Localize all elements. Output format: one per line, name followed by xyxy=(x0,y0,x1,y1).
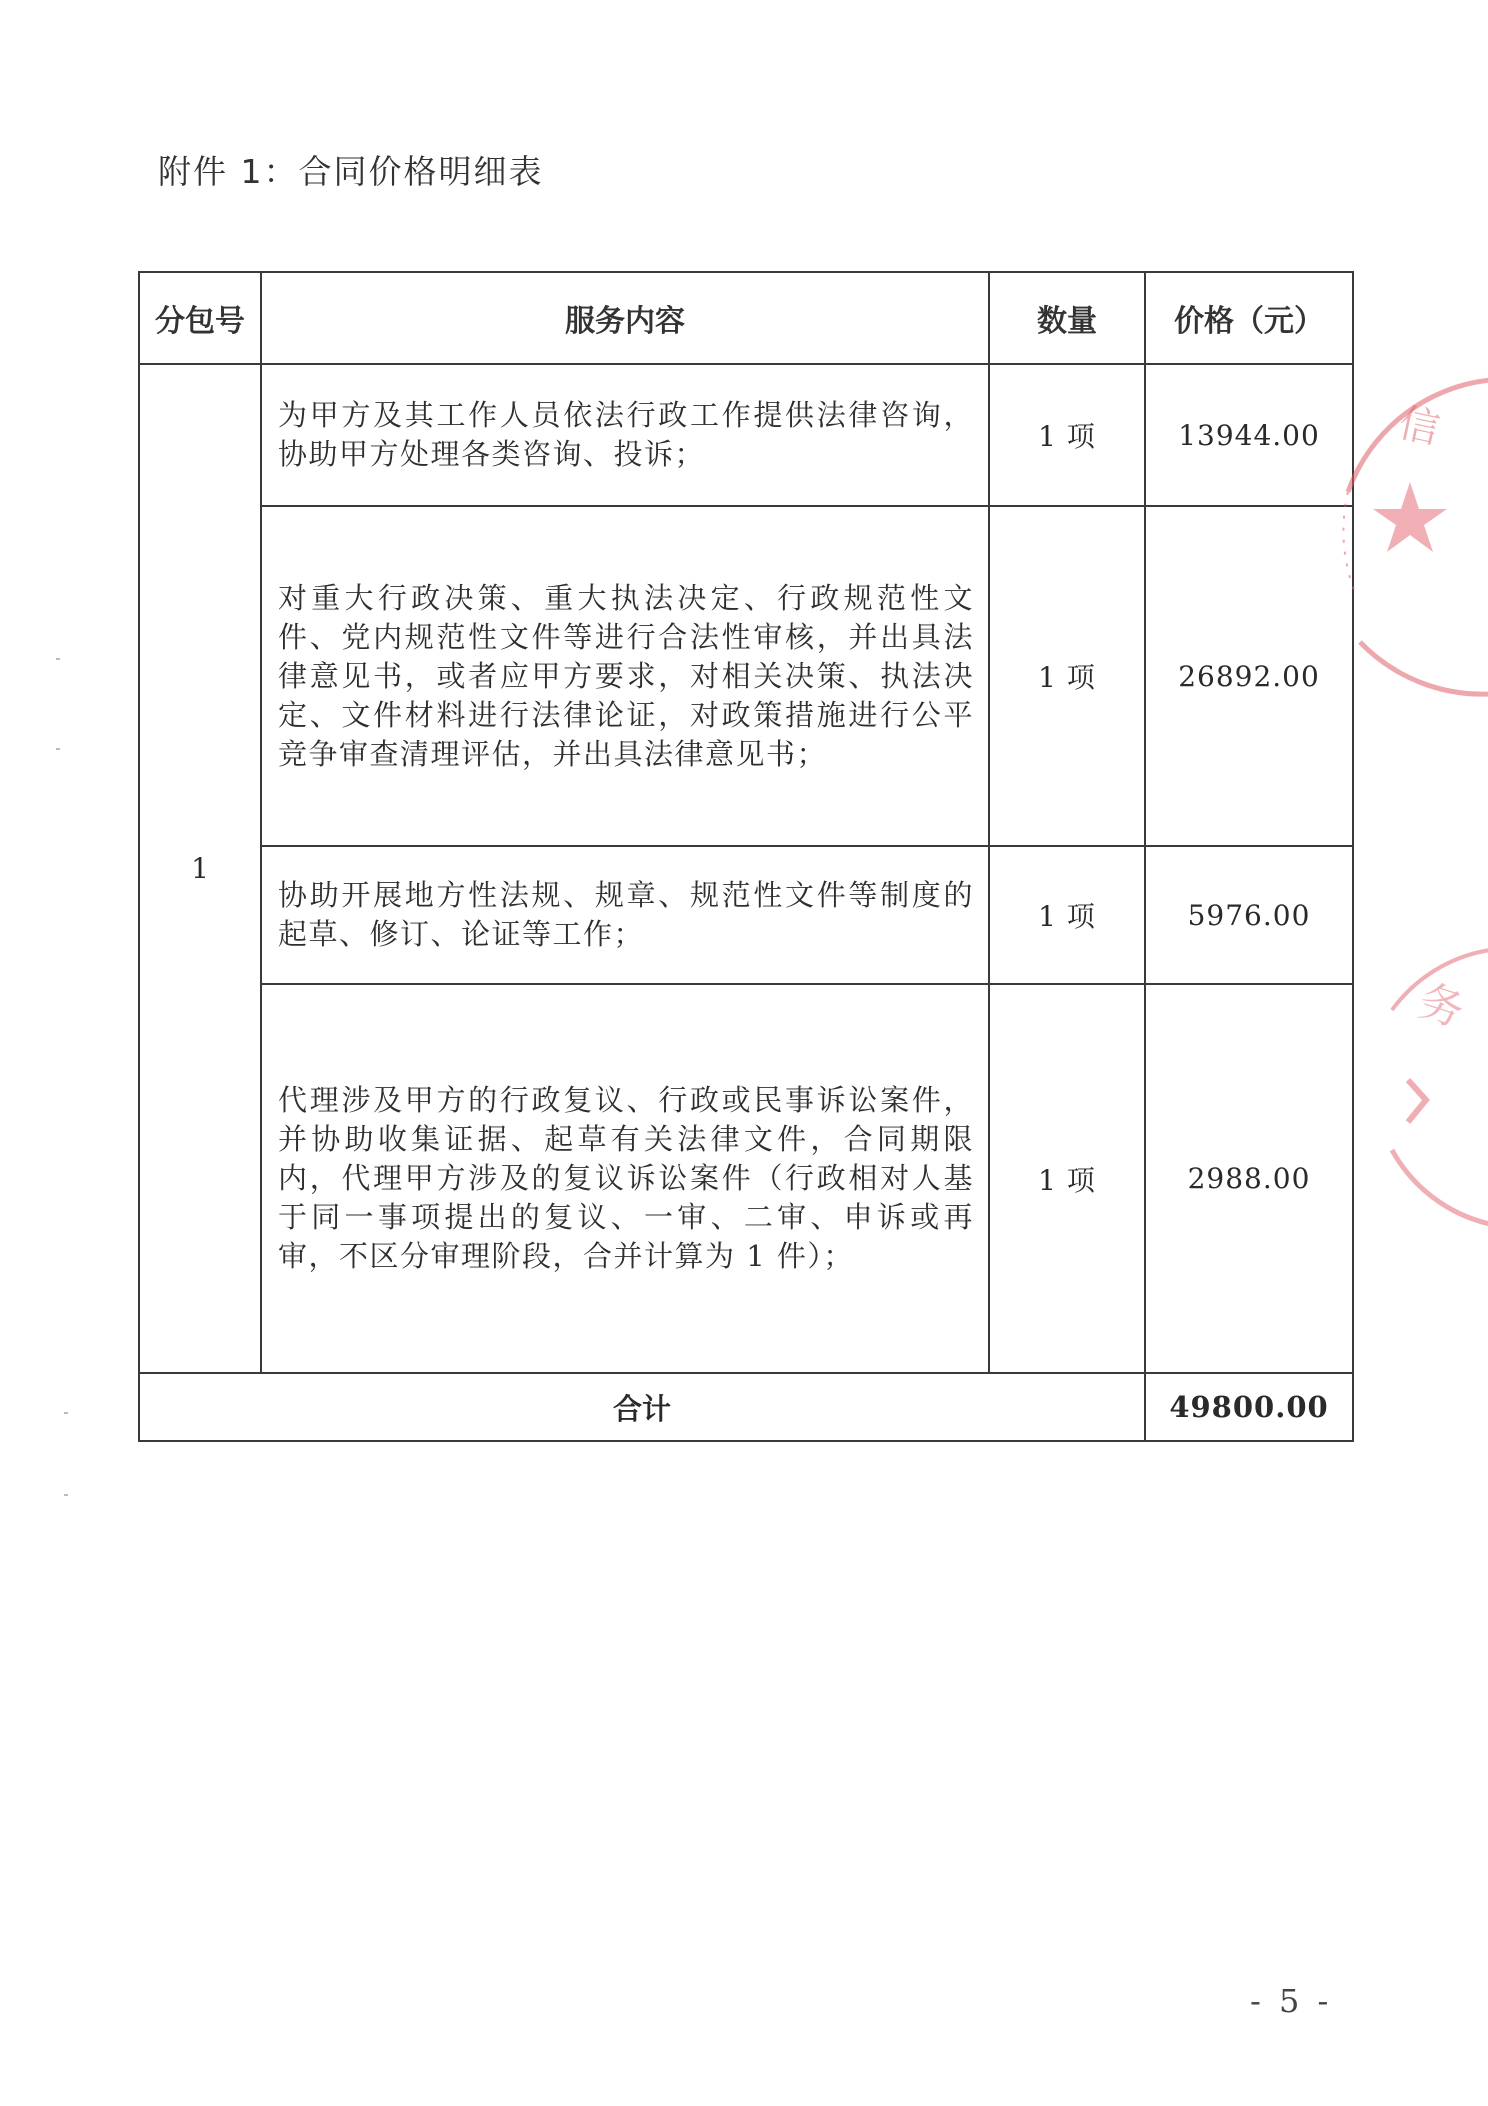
table-row xyxy=(139,506,1353,846)
page-number: - 5 - xyxy=(1250,1982,1333,2020)
quantity-cell: 1 项 xyxy=(989,846,1145,984)
official-seal-lower xyxy=(1378,940,1488,1244)
quantity-cell: 1 项 xyxy=(989,506,1145,846)
service-cell: 为甲方及其工作人员依法行政工作提供法律咨询，协助甲方处理各类咨询、投诉； xyxy=(261,364,989,506)
service-cell: 协助开展地方性法规、规章、规范性文件等制度的起草、修订、论证等工作； xyxy=(261,846,989,984)
service-cell: 对重大行政决策、重大执法决定、行政规范性文件、党内规范性文件等进行合法性审核，并出具法律意见书，或者应甲方要求，对相关决策、执法决定、文件材料进行法律论证，对政策措施进行公平竞争审查清理评估，并出具法律意见书； xyxy=(261,506,989,846)
contract-price-table xyxy=(138,271,1354,1442)
table-row xyxy=(139,364,1353,506)
header-package: 分包号 xyxy=(139,272,261,364)
total-row xyxy=(139,1373,1353,1441)
table-row xyxy=(139,984,1353,1373)
table-row xyxy=(139,846,1353,984)
attachment-title: 附件 1：合同价格明细表 xyxy=(158,152,544,191)
total-label: 合计 xyxy=(139,1373,1145,1441)
table-header-row xyxy=(139,272,1353,364)
price-cell: 2988.00 xyxy=(1145,984,1353,1373)
quantity-cell: 1 项 xyxy=(989,984,1145,1373)
svg-text:信: 信 xyxy=(1394,400,1444,454)
service-cell: 代理涉及甲方的行政复议、行政或民事诉讼案件，并协助收集证据、起草有关法律文件，合同期限内，代理甲方涉及的复议诉讼案件（行政相对人基于同一事项提出的复议、一审、二审、申诉或再审，不区分审理阶段，合并计算为 1 件）； xyxy=(261,984,989,1373)
price-cell: 13944.00 xyxy=(1145,364,1353,506)
official-seal-upper xyxy=(1340,372,1488,706)
package-number-cell: 1 xyxy=(139,364,261,1373)
svg-text:务: 务 xyxy=(1412,975,1471,1038)
header-quantity: 数量 xyxy=(989,272,1145,364)
total-price: 49800.00 xyxy=(1145,1373,1353,1441)
header-service: 服务内容 xyxy=(261,272,989,364)
header-price: 价格（元） xyxy=(1145,272,1353,364)
quantity-cell: 1 项 xyxy=(989,364,1145,506)
price-cell: 26892.00 xyxy=(1145,506,1353,846)
seal-star-icon xyxy=(1373,482,1447,552)
price-cell: 5976.00 xyxy=(1145,846,1353,984)
